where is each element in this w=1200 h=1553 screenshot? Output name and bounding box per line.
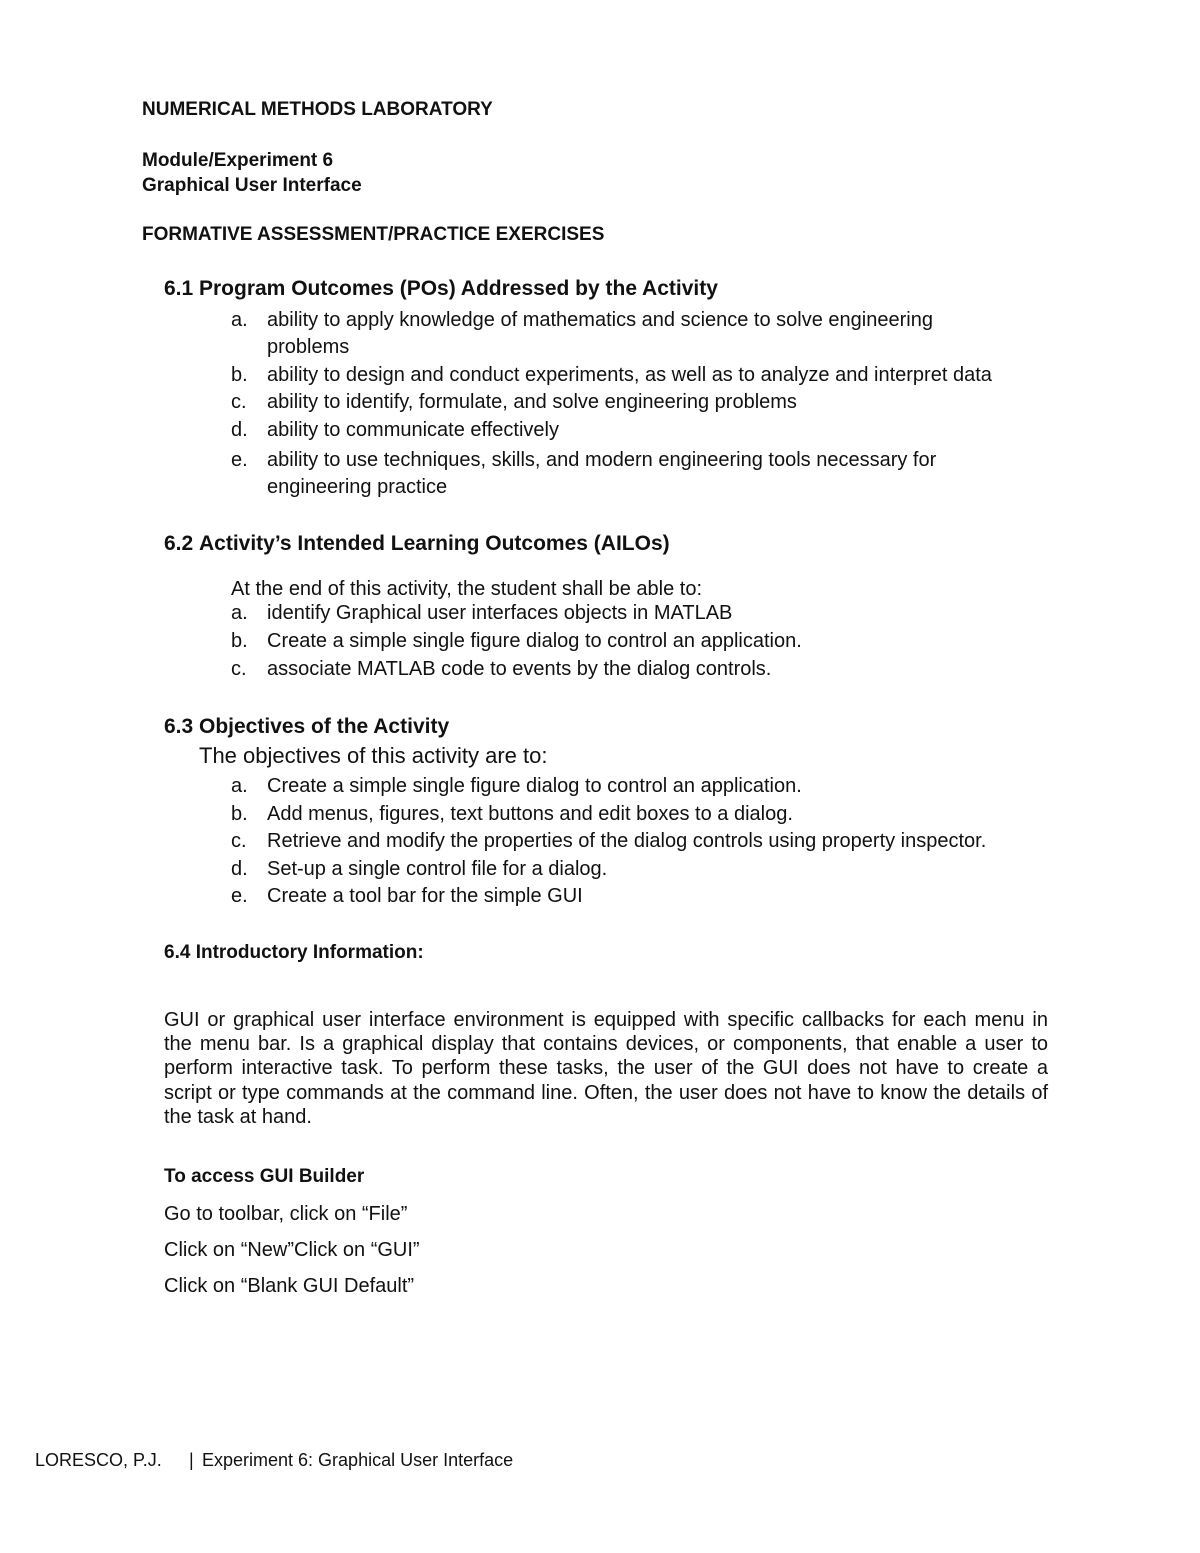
ailo-item-b-text: Create a simple single figure dialog to control an application. <box>267 630 802 652</box>
section-6-1-number: 6.1 <box>164 277 194 300</box>
objective-c-text: Retrieve and modify the properties of the dialog controls using property inspector. <box>267 830 987 852</box>
ailo-item-b-letter: b. <box>231 630 248 652</box>
module-number: Module/Experiment 6 <box>142 150 334 171</box>
ailo-item-c-letter: c. <box>231 658 247 680</box>
po-item-e-letter: e. <box>231 449 248 471</box>
po-item-a-letter: a. <box>231 309 248 331</box>
footer-title: Experiment 6: Graphical User Interface <box>202 1450 514 1470</box>
objective-e-letter: e. <box>231 885 248 907</box>
po-item-d-text: ability to communicate effectively <box>267 419 559 441</box>
objectives-intro: The objectives of this activity are to: <box>199 743 548 768</box>
footer-author: LORESCO, P.J. <box>35 1450 162 1470</box>
objective-a-text: Create a simple single figure dialog to control an application. <box>267 775 802 797</box>
access-step-2: Click on “New”Click on “GUI” <box>164 1239 420 1261</box>
objective-b-letter: b. <box>231 803 248 825</box>
section-6-2-title: Activity’s Intended Learning Outcomes (AILOs) <box>199 532 670 555</box>
po-item-d-letter: d. <box>231 419 248 441</box>
section-6-3-title: Objectives of the Activity <box>199 715 450 738</box>
ailo-item-c-text: associate MATLAB code to events by the dialog controls. <box>267 658 772 680</box>
objective-d-letter: d. <box>231 858 248 880</box>
po-item-e-text-continued: engineering practice <box>267 476 448 498</box>
po-item-c-letter: c. <box>231 391 247 413</box>
access-step-3: Click on “Blank GUI Default” <box>164 1275 415 1297</box>
ailo-item-a-text: identify Graphical user interfaces objects in MATLAB <box>267 602 733 624</box>
assessment-heading: FORMATIVE ASSESSMENT/PRACTICE EXERCISES <box>142 224 605 245</box>
ailo-item-a-letter: a. <box>231 602 248 624</box>
objective-e-text: Create a tool bar for the simple GUI <box>267 885 583 907</box>
footer-separator: | <box>189 1450 194 1470</box>
access-heading: To access GUI Builder <box>164 1166 365 1187</box>
section-6-4-title: 6.4 Introductory Information: <box>164 942 424 963</box>
lab-title: NUMERICAL METHODS LABORATORY <box>142 99 493 120</box>
objective-b-text: Add menus, figures, text buttons and edit boxes to a dialog. <box>267 803 793 825</box>
section-6-1-title: Program Outcomes (POs) Addressed by the Activity <box>199 277 718 300</box>
po-item-e-text: ability to use techniques, skills, and modern engineering tools necessary for <box>267 449 937 471</box>
po-item-b-text: ability to design and conduct experiments, as well as to analyze and interpret data <box>267 364 992 386</box>
objective-c-letter: c. <box>231 830 247 852</box>
po-item-b-letter: b. <box>231 364 248 386</box>
section-6-2-number: 6.2 <box>164 532 194 555</box>
po-item-c-text: ability to identify, formulate, and solve engineering problems <box>267 391 797 413</box>
module-topic: Graphical User Interface <box>142 175 362 196</box>
po-item-a-text: ability to apply knowledge of mathematics and science to solve engineering <box>267 309 933 331</box>
objective-d-text: Set-up a single control file for a dialog. <box>267 858 608 880</box>
section-6-3-number: 6.3 <box>164 715 194 738</box>
intro-paragraph: GUI or graphical user interface environment is equipped with specific callbacks for each menu in the menu bar. Is a graphical display that contains devices, or components, that enable a user to perform interactive task. To perform these tasks, the user of the GUI does not have to create a script or type commands at the command line. Often, the user does not have to know the details of the task at hand. <box>164 1009 1048 1128</box>
objective-a-letter: a. <box>231 775 248 797</box>
ailo-intro: At the end of this activity, the student shall be able to: <box>231 578 703 600</box>
access-step-1: Go to toolbar, click on “File” <box>164 1203 408 1225</box>
po-item-a-text-continued: problems <box>267 336 350 358</box>
